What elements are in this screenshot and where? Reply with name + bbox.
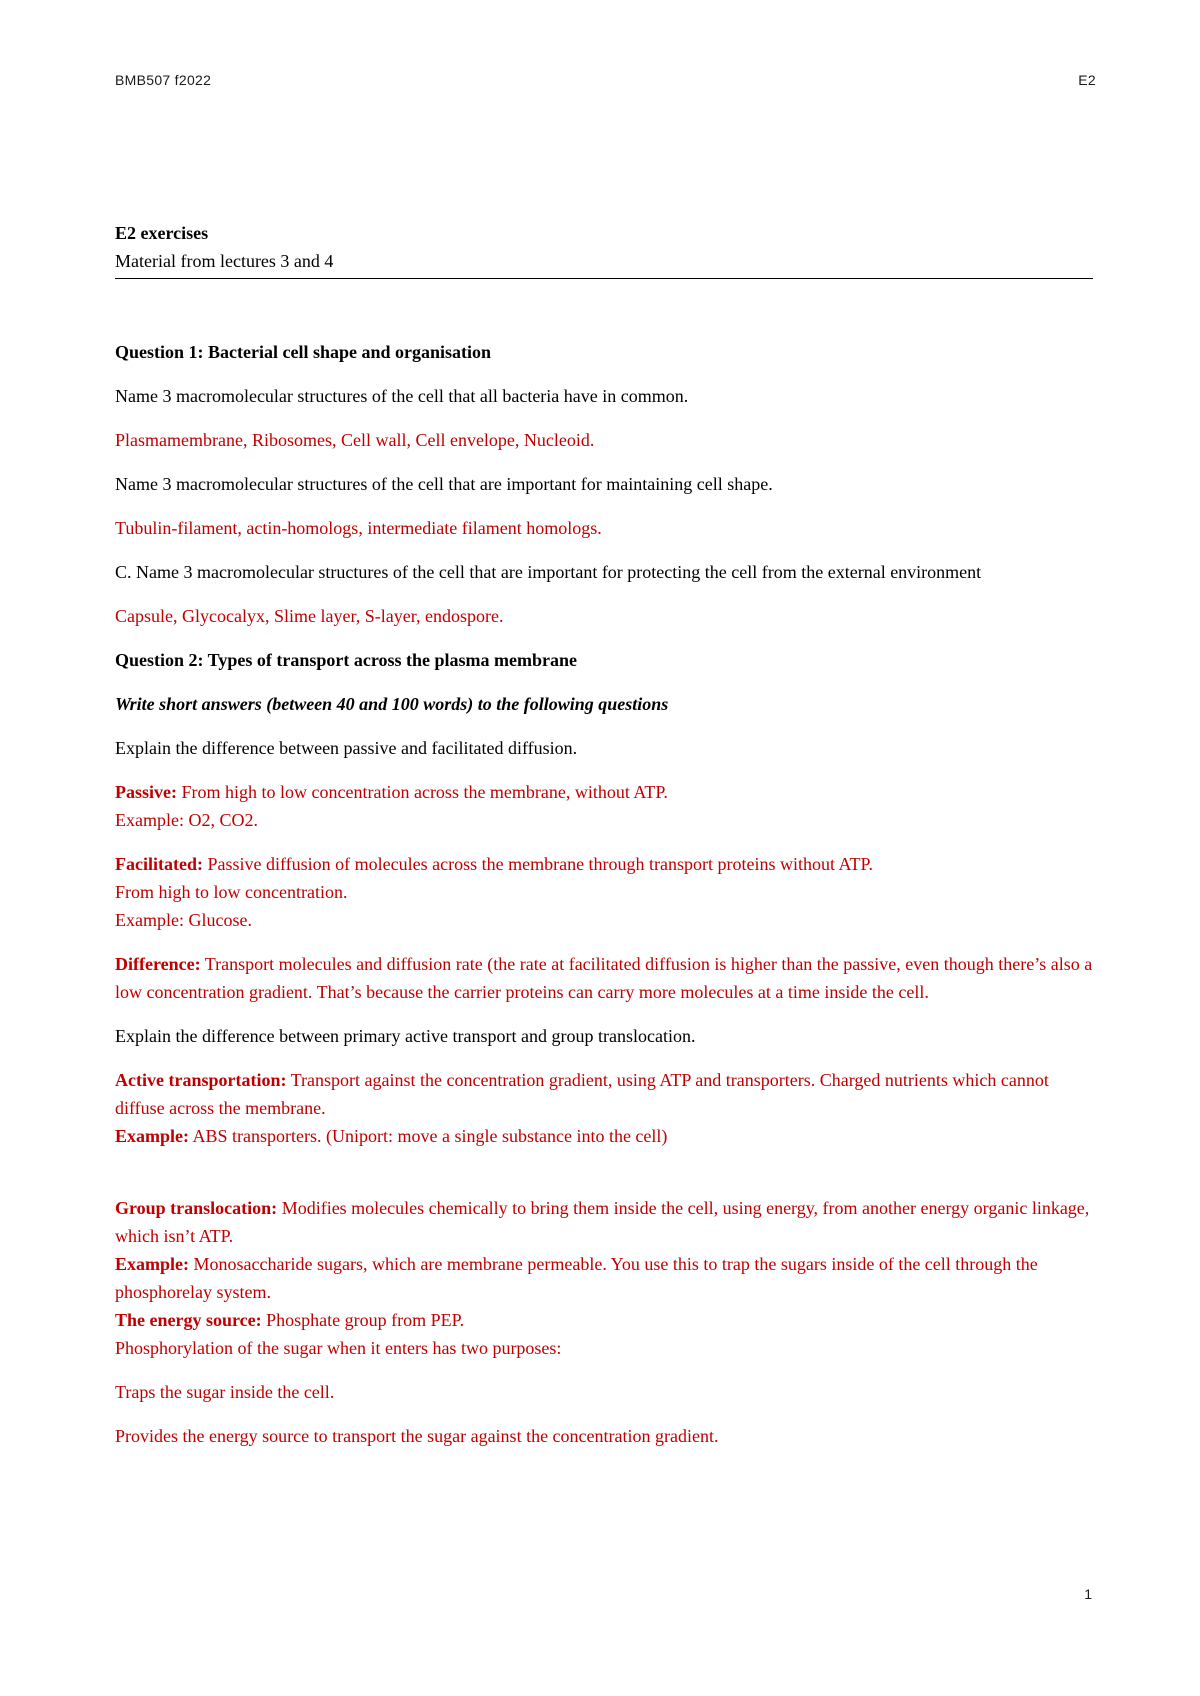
- page-header-right: E2: [1078, 72, 1096, 88]
- group-text: Modifies molecules chemically to bring them inside the cell, using energy, from another energy organic linkage, which isn’t ATP.: [115, 1198, 1090, 1246]
- question-2-instruction: Write short answers (between 40 and 100 words) to the following questions: [115, 694, 669, 714]
- energy-source-label: The energy source:: [115, 1310, 262, 1330]
- difference-text: Transport molecules and diffusion rate (the rate at facilitated diffusion is higher than the passive, even though there’s also a low concentration gradient. That’s because the carrier proteins can carry more molecules at a time inside the cell.: [115, 954, 1093, 1002]
- facilitated-label: Facilitated:: [115, 854, 203, 874]
- purpose-2: Provides the energy source to transport the sugar against the concentration gradient.: [115, 1426, 719, 1446]
- question-2-prompt-b: Explain the difference between primary active transport and group translocation.: [115, 1026, 696, 1046]
- group-example-label: Example:: [115, 1254, 189, 1274]
- page-number: 1: [1084, 1586, 1092, 1602]
- passive-label: Passive:: [115, 782, 177, 802]
- active-text: Transport against the concentration gradient, using ATP and transporters. Charged nutrients which cannot diffuse across the membrane.: [115, 1070, 1049, 1118]
- passive-answer: [115, 778, 1093, 834]
- question-2-prompt-a: Explain the difference between passive and facilitated diffusion.: [115, 738, 578, 758]
- question-1-prompt-c: C. Name 3 macromolecular structures of the cell that are important for protecting the cell from the external environment: [115, 562, 982, 582]
- facilitated-example: Example: Glucose.: [115, 910, 252, 930]
- group-label: Group translocation:: [115, 1198, 278, 1218]
- document-subtitle: Material from lectures 3 and 4: [115, 247, 1093, 279]
- active-transport-answer: [115, 1066, 1093, 1150]
- page-header-left: BMB507 f2022: [115, 72, 212, 88]
- active-example-text: ABS transporters. (Uniport: move a single substance into the cell): [189, 1126, 668, 1146]
- document-title: E2 exercises: [115, 223, 209, 243]
- difference-label: Difference:: [115, 954, 201, 974]
- facilitated-answer: [115, 850, 1093, 934]
- passive-example: Example: O2, CO2.: [115, 810, 258, 830]
- phosphorylation-text: Phosphorylation of the sugar when it enters has two purposes:: [115, 1338, 562, 1358]
- group-translocation-answer: [115, 1194, 1093, 1362]
- question-1-prompt-b: Name 3 macromolecular structures of the cell that are important for maintaining cell shape.: [115, 474, 773, 494]
- document-body: [115, 219, 1093, 1466]
- purpose-1: Traps the sugar inside the cell.: [115, 1382, 335, 1402]
- question-1-answer-c: Capsule, Glycocalyx, Slime layer, S-layer, endospore.: [115, 606, 504, 626]
- passive-text: From high to low concentration across the membrane, without ATP.: [177, 782, 668, 802]
- question-2-heading: Question 2: Types of transport across the plasma membrane: [115, 650, 577, 670]
- active-example-label: Example:: [115, 1126, 189, 1146]
- facilitated-text: Passive diffusion of molecules across the membrane through transport proteins without ATP.: [202, 854, 874, 874]
- title-spacer: [115, 279, 1093, 338]
- energy-source-text: Phosphate group from PEP.: [261, 1310, 465, 1330]
- question-1-answer-a: Plasmamembrane, Ribosomes, Cell wall, Cell envelope, Nucleoid.: [115, 430, 595, 450]
- question-1-heading: Question 1: Bacterial cell shape and organisation: [115, 342, 492, 362]
- active-label: Active transportation:: [115, 1070, 287, 1090]
- difference-answer: [115, 950, 1093, 1006]
- question-1-answer-b: Tubulin-filament, actin-homologs, intermediate filament homologs.: [115, 518, 602, 538]
- facilitated-line-2: From high to low concentration.: [115, 882, 348, 902]
- paragraph-gap: [115, 1166, 1093, 1194]
- question-1-prompt-a: Name 3 macromolecular structures of the cell that all bacteria have in common.: [115, 386, 689, 406]
- group-example-text: Monosaccharide sugars, which are membrane permeable. You use this to trap the sugars inside of the cell through the phosphorelay system.: [115, 1254, 1038, 1302]
